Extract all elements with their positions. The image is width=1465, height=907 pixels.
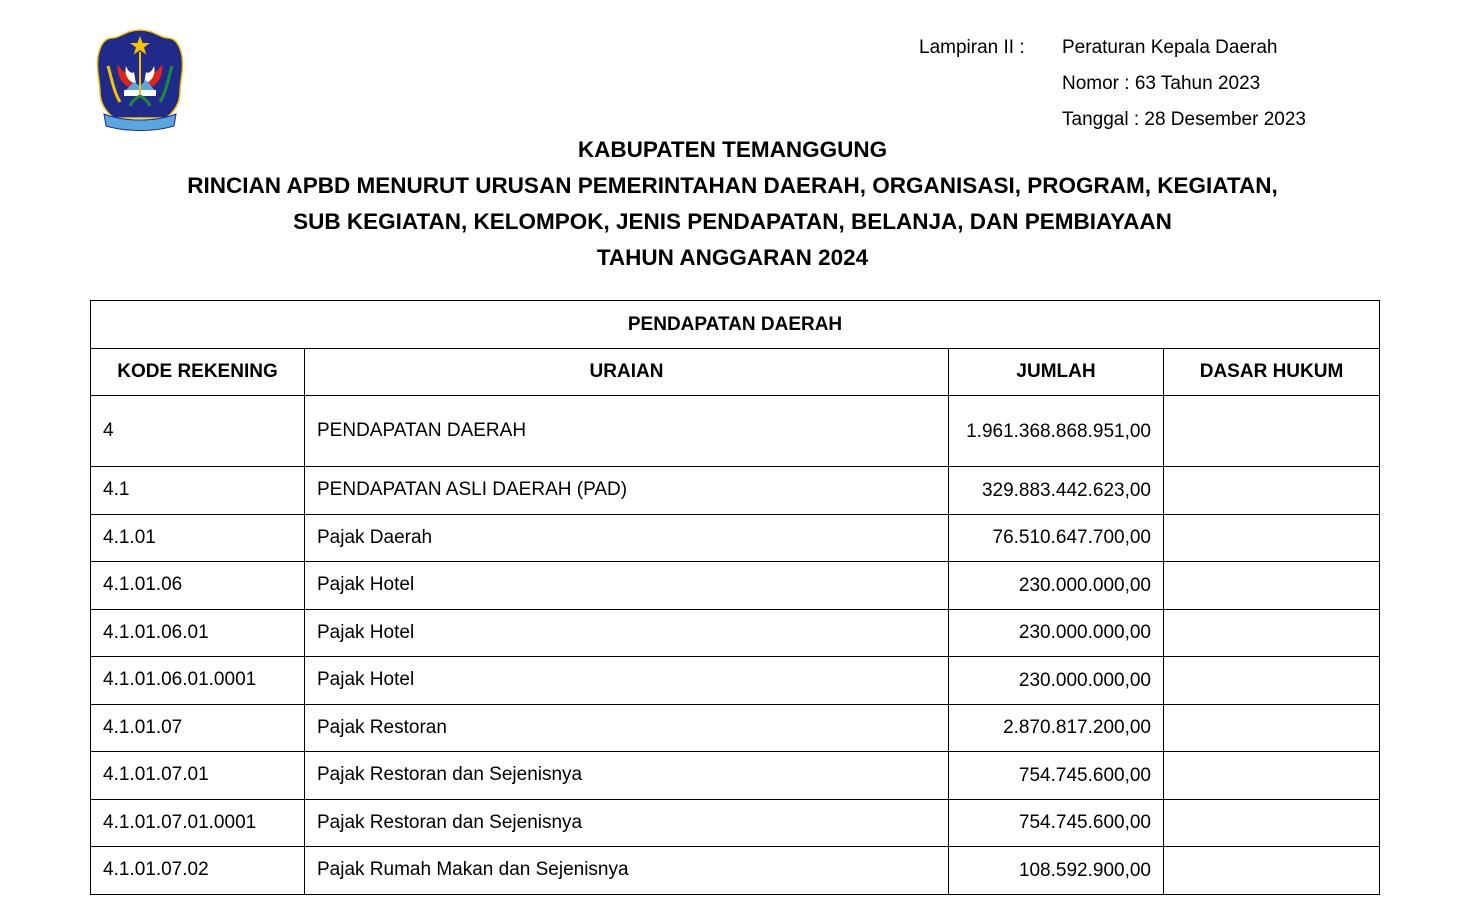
- uraian-cell: Pajak Hotel: [305, 657, 949, 705]
- table-row: [91, 657, 1380, 705]
- column-header-row: [91, 349, 1380, 396]
- section-title: PENDAPATAN DAERAH: [91, 301, 1380, 349]
- jumlah-cell: 754.745.600,00: [949, 752, 1164, 800]
- apbd-table: [90, 300, 1380, 895]
- jumlah-cell: 108.592.900,00: [949, 847, 1164, 895]
- kode-cell: 4.1.01.06.01: [91, 609, 305, 657]
- uraian-cell: Pajak Restoran: [305, 704, 949, 752]
- jumlah-cell: 1.961.368.868.951,00: [949, 396, 1164, 467]
- uraian-cell: PENDAPATAN ASLI DAERAH (PAD): [305, 467, 949, 515]
- kode-cell: 4.1.01.06: [91, 562, 305, 610]
- dasar-hukum-cell: [1164, 799, 1380, 847]
- jumlah-cell: 230.000.000,00: [949, 609, 1164, 657]
- title-line-4: TAHUN ANGGARAN 2024: [596, 245, 869, 270]
- dasar-hukum-cell: [1164, 657, 1380, 705]
- jumlah-cell: 754.745.600,00: [949, 799, 1164, 847]
- uraian-cell: Pajak Restoran dan Sejenisnya: [305, 799, 949, 847]
- kode-cell: 4.1.01.07.01.0001: [91, 799, 305, 847]
- regulation-title: Peraturan Kepala Daerah: [1062, 37, 1278, 58]
- dasar-hukum-cell: [1164, 467, 1380, 515]
- jumlah-cell: 76.510.647.700,00: [949, 514, 1164, 562]
- uraian-cell: PENDAPATAN DAERAH: [305, 396, 949, 467]
- kode-cell: 4.1.01: [91, 514, 305, 562]
- column-header-uraian: URAIAN: [305, 349, 949, 396]
- jumlah-cell: 329.883.442.623,00: [949, 467, 1164, 515]
- column-header-jumlah: JUMLAH: [949, 349, 1164, 396]
- table-row: [91, 799, 1380, 847]
- table-row: [91, 514, 1380, 562]
- column-header-dasar-hukum: DASAR HUKUM: [1164, 349, 1380, 396]
- dasar-hukum-cell: [1164, 704, 1380, 752]
- column-header-kode: KODE REKENING: [91, 349, 305, 396]
- kode-cell: 4.1.01.06.01.0001: [91, 657, 305, 705]
- kode-cell: 4.1: [91, 467, 305, 515]
- uraian-cell: Pajak Hotel: [305, 609, 949, 657]
- dasar-hukum-cell: [1164, 609, 1380, 657]
- title-line-3: SUB KEGIATAN, KELOMPOK, JENIS PENDAPATAN, BELANJA, DAN PEMBIAYAAN: [293, 209, 1172, 234]
- coat-of-arms-icon: [94, 26, 186, 136]
- kode-cell: 4.1.01.07: [91, 704, 305, 752]
- dasar-hukum-cell: [1164, 847, 1380, 895]
- table-row: [91, 847, 1380, 895]
- dasar-hukum-cell: [1164, 396, 1380, 467]
- kode-cell: 4.1.01.07.02: [91, 847, 305, 895]
- table-row: [91, 562, 1380, 610]
- table-row: [91, 704, 1380, 752]
- table-row: [91, 396, 1380, 467]
- kode-cell: 4.1.01.07.01: [91, 752, 305, 800]
- title-line-1: KABUPATEN TEMANGGUNG: [577, 137, 888, 162]
- jumlah-cell: 230.000.000,00: [949, 562, 1164, 610]
- dasar-hukum-cell: [1164, 562, 1380, 610]
- regulation-number: Nomor : 63 Tahun 2023: [1062, 73, 1261, 94]
- lampiran-label: Lampiran II :: [919, 37, 1025, 58]
- jumlah-cell: 2.870.817.200,00: [949, 704, 1164, 752]
- jumlah-cell: 230.000.000,00: [949, 657, 1164, 705]
- document-title: [0, 132, 1465, 276]
- uraian-cell: Pajak Hotel: [305, 562, 949, 610]
- regulation-date: Tanggal : 28 Desember 2023: [1062, 109, 1306, 130]
- table-row: [91, 467, 1380, 515]
- table-row: [91, 609, 1380, 657]
- dasar-hukum-cell: [1164, 752, 1380, 800]
- uraian-cell: Pajak Rumah Makan dan Sejenisnya: [305, 847, 949, 895]
- kode-cell: 4: [91, 396, 305, 467]
- lampiran-values: [1062, 30, 1306, 138]
- kabupaten-logo-icon: [94, 26, 186, 136]
- dasar-hukum-cell: [1164, 514, 1380, 562]
- uraian-cell: Pajak Daerah: [305, 514, 949, 562]
- table-row: [91, 752, 1380, 800]
- title-line-2: RINCIAN APBD MENURUT URUSAN PEMERINTAHAN DAERAH, ORGANISASI, PROGRAM, KEGIATAN,: [187, 173, 1278, 198]
- uraian-cell: Pajak Restoran dan Sejenisnya: [305, 752, 949, 800]
- section-title-row: [91, 301, 1380, 349]
